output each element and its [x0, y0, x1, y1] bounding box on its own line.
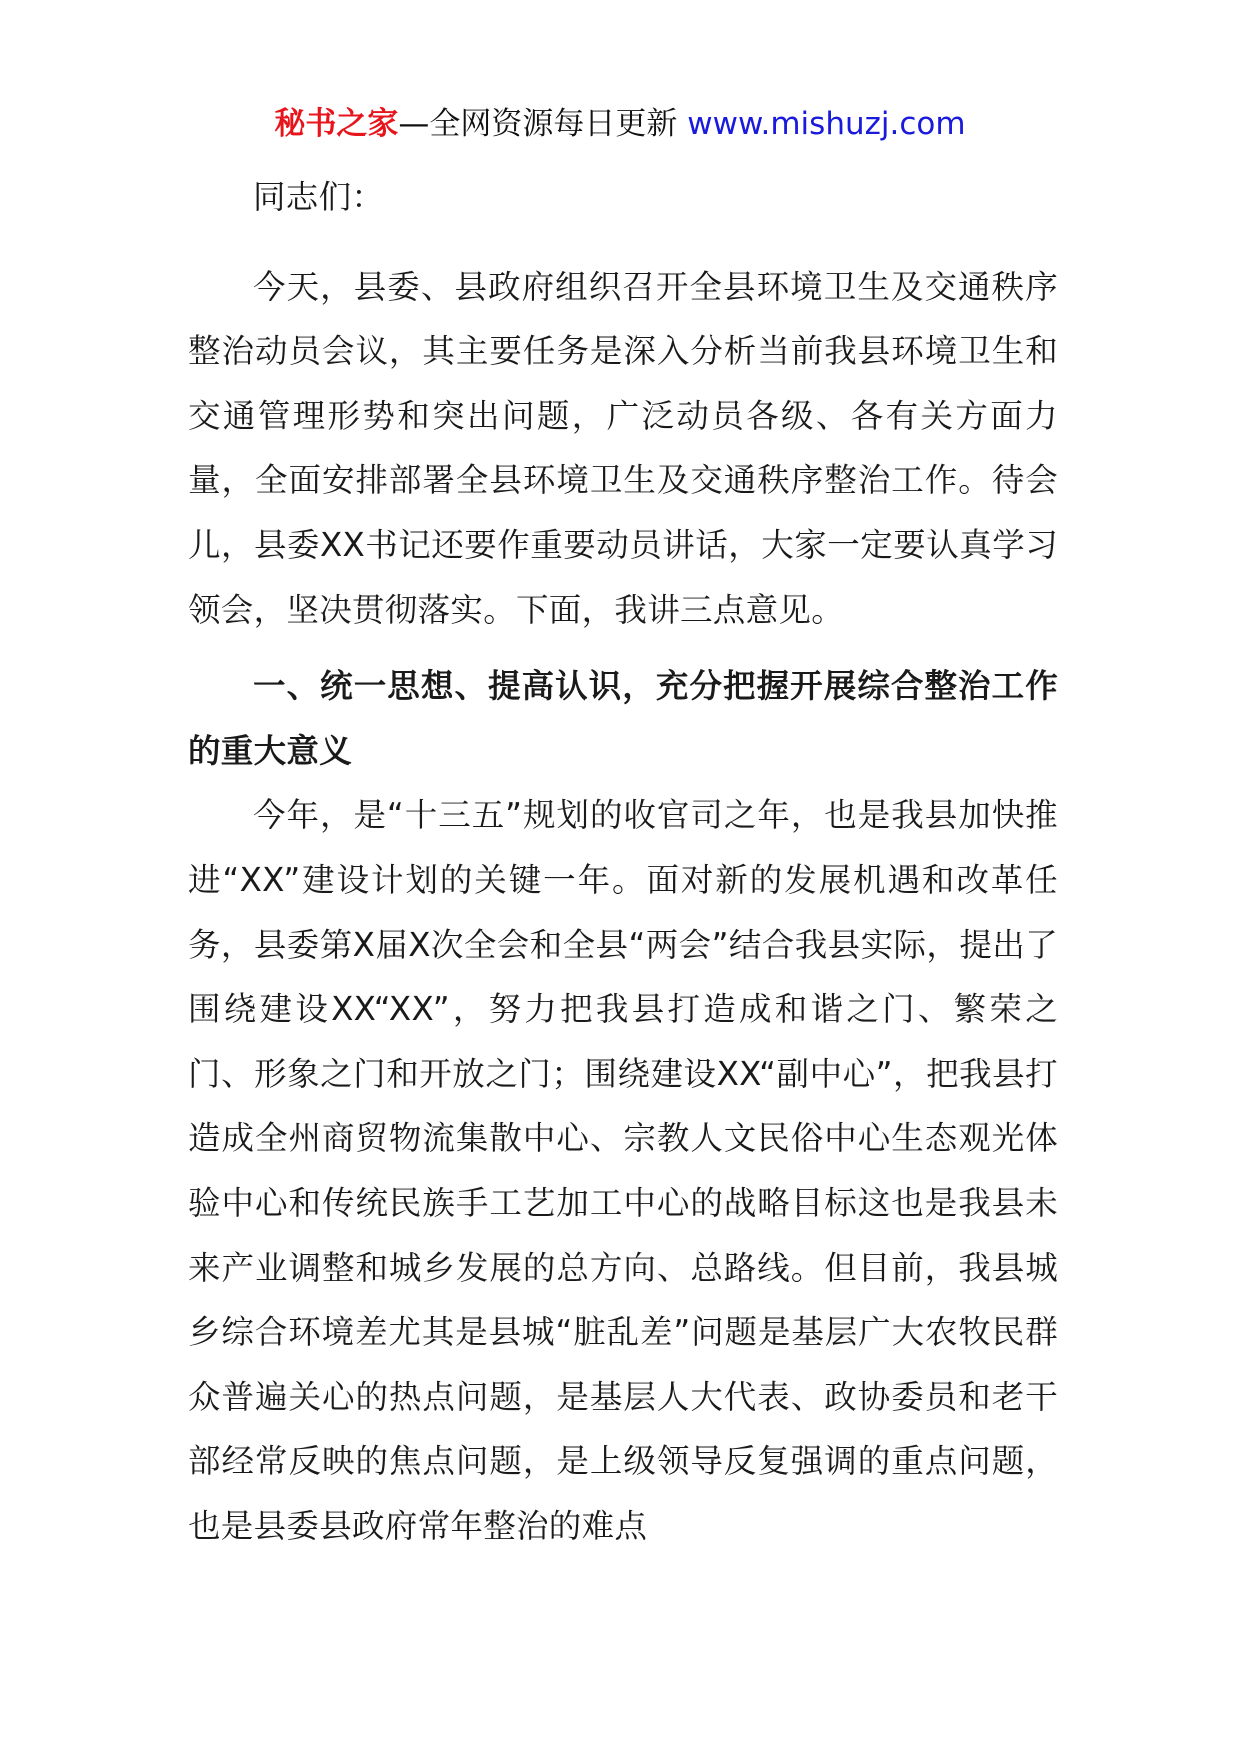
paragraph-intro: 今天，县委、县政府组织召开全县环境卫生及交通秩序整治动员会议，其主要任务是深入分析当前我县环境卫生和交通管理形势和突出问题，广泛动员各级、各有关方面力量，全面安排部署全县环境卫生及交通秩序整治工作。待会儿，县委XX书记还要作重要动员讲话，大家一定要认真学习领会，坚决贯彻落实。下面，我讲三点意见。	[188, 267, 1058, 629]
header-tagline: —全网资源每日更新	[398, 106, 688, 142]
document-body	[188, 165, 1058, 1558]
watermark-header	[0, 102, 1240, 146]
section-heading-1: 一、统一思想、提高认识，充分把握开展综合整治工作的重大意义	[188, 667, 1058, 770]
greeting: 同志们：	[253, 178, 385, 216]
site-url-link[interactable]: www.mishuzj.com	[687, 106, 966, 142]
brand-name: 秘书之家	[274, 106, 399, 142]
paragraph-section-1: 今年，是“十三五”规划的收官司之年，也是我县加快推进“XX”建设计划的关键一年。面对新的发展机遇和改革任务，县委第X届X次全会和全县“两会”结合我县实际，提出了围绕建设XX“XX”，努力把我县打造成和谐之门、繁荣之门、形象之门和开放之门；围绕建设XX“副中心”，把我县打造成全州商贸物流集散中心、宗教人文民俗中心生态观光体验中心和传统民族手工艺加工中心的战略目标这也是我县未来产业调整和城乡发展的总方向、总路线。但目前，我县城乡综合环境差尤其是县城“脏乱差”问题是基层广大农牧民群众普遍关心的热点问题，是基层人大代表、政协委员和老干部经常反映的焦点问题，是上级领导反复强调的重点问题，也是县委县政府常年整治的难点	[188, 796, 1058, 1545]
